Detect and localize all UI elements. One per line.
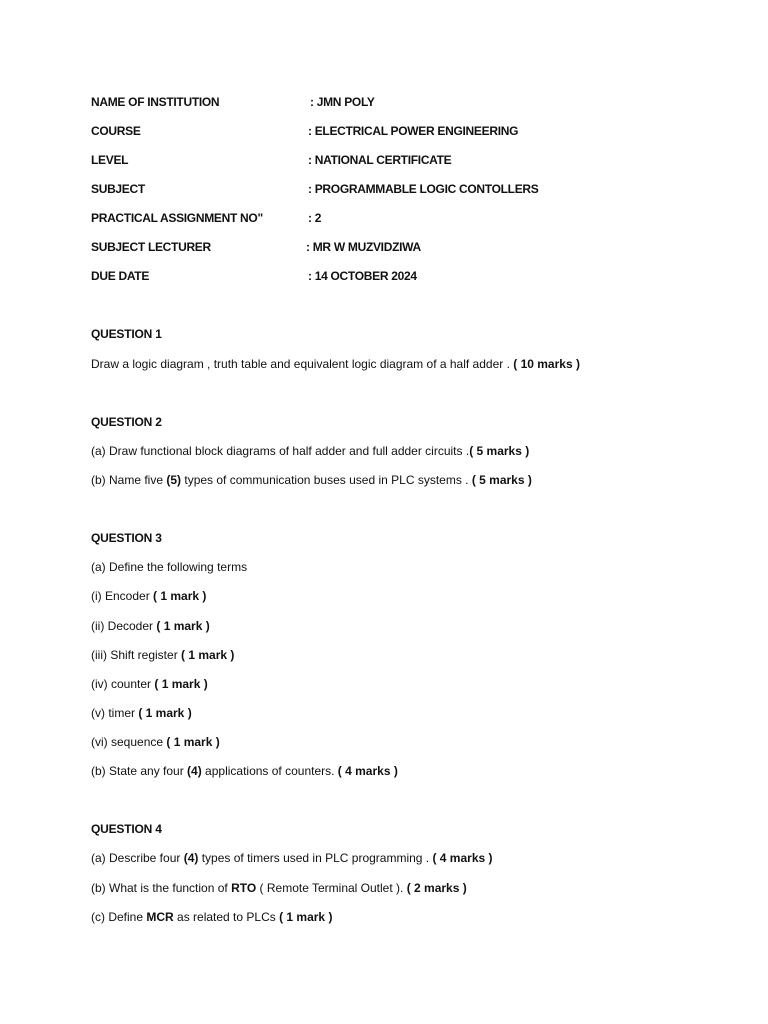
question-1-body: Draw a logic diagram , truth table and equivalent logic diagram of a half adder . <box>91 357 514 371</box>
lecturer-value: : MR W MUZVIDZIWA <box>306 240 421 254</box>
item-text: (vi) sequence <box>91 735 167 749</box>
question-4c-text-start: (c) Define <box>91 910 147 924</box>
question-4c-text-end: as related to PLCs <box>173 910 280 924</box>
question-3-item-counter <box>91 677 208 691</box>
question-3-item-shift-register <box>91 648 234 662</box>
question-4-heading: QUESTION 4 <box>91 822 162 836</box>
subject-value: : PROGRAMMABLE LOGIC CONTOLLERS <box>308 182 539 196</box>
due-date-value: : 14 OCTOBER 2024 <box>308 269 417 283</box>
level-value: : NATIONAL CERTIFICATE <box>308 153 452 167</box>
question-4b-marks: ( 2 marks ) <box>406 881 467 895</box>
assignment-label: PRACTICAL ASSIGNMENT NO" <box>91 211 263 225</box>
question-2b-text-start: (b) Name five <box>91 473 167 487</box>
item-marks: ( 1 mark ) <box>166 735 220 749</box>
course-label: COURSE <box>91 124 141 138</box>
question-3b <box>91 764 398 778</box>
question-3-item-decoder <box>91 619 210 633</box>
question-3-heading: QUESTION 3 <box>91 531 162 545</box>
question-2b <box>91 473 532 487</box>
question-1-heading: QUESTION 1 <box>91 327 162 341</box>
question-2a <box>91 444 529 458</box>
item-text: (v) timer <box>91 706 139 720</box>
question-4c-term: MCR <box>146 910 174 924</box>
item-text: (iv) counter <box>91 677 155 691</box>
question-3-item-timer <box>91 706 192 720</box>
course-value: : ELECTRICAL POWER ENGINEERING <box>308 124 519 138</box>
question-4b-text-end: ( Remote Terminal Outlet ). <box>256 881 407 895</box>
question-3b-text-start: (b) State any four <box>91 764 188 778</box>
question-2b-text-end: types of communication buses used in PLC systems . <box>181 473 472 487</box>
question-1-marks: ( 10 marks ) <box>513 357 580 371</box>
question-3a-text: (a) Define the following terms <box>91 560 248 574</box>
question-2-heading: QUESTION 2 <box>91 415 162 429</box>
question-4b <box>91 881 467 895</box>
question-2a-marks: ( 5 marks ) <box>469 444 530 458</box>
item-marks: ( 1 mark ) <box>138 706 192 720</box>
item-marks: ( 1 mark ) <box>153 589 207 603</box>
item-marks: ( 1 mark ) <box>156 619 210 633</box>
question-4a-text-start: (a) Describe four <box>91 851 184 865</box>
item-text: (ii) Decoder <box>91 619 157 633</box>
assignment-value: : 2 <box>308 211 322 225</box>
question-3-item-encoder <box>91 589 206 603</box>
lecturer-label: SUBJECT LECTURER <box>91 240 211 254</box>
question-2b-count: (5) <box>166 473 182 487</box>
question-2b-marks: ( 5 marks ) <box>471 473 532 487</box>
question-1-text <box>91 357 580 371</box>
item-marks: ( 1 mark ) <box>181 648 235 662</box>
item-text: (iii) Shift register <box>91 648 182 662</box>
question-4b-term: RTO <box>231 881 257 895</box>
question-4c-marks: ( 1 mark ) <box>279 910 333 924</box>
question-3b-count: (4) <box>187 764 202 778</box>
institution-label: NAME OF INSTITUTION <box>91 95 220 109</box>
item-text: (i) Encoder <box>91 589 154 603</box>
due-date-label: DUE DATE <box>91 269 150 283</box>
subject-label: SUBJECT <box>91 182 145 196</box>
question-4a-marks: ( 4 marks ) <box>432 851 493 865</box>
level-label: LEVEL <box>91 153 129 167</box>
question-4c <box>91 910 332 924</box>
question-3-item-sequence <box>91 735 220 749</box>
question-2a-text: (a) Draw functional block diagrams of half adder and full adder circuits . <box>91 444 470 458</box>
question-4a <box>91 851 493 865</box>
question-3b-marks: ( 4 marks ) <box>337 764 398 778</box>
item-marks: ( 1 mark ) <box>154 677 208 691</box>
question-3b-text-end: applications of counters. <box>201 764 338 778</box>
question-4a-count: (4) <box>183 851 199 865</box>
institution-value: : JMN POLY <box>310 95 375 109</box>
question-4b-text-start: (b) What is the function of <box>91 881 232 895</box>
question-4a-text-end: types of timers used in PLC programming . <box>198 851 433 865</box>
